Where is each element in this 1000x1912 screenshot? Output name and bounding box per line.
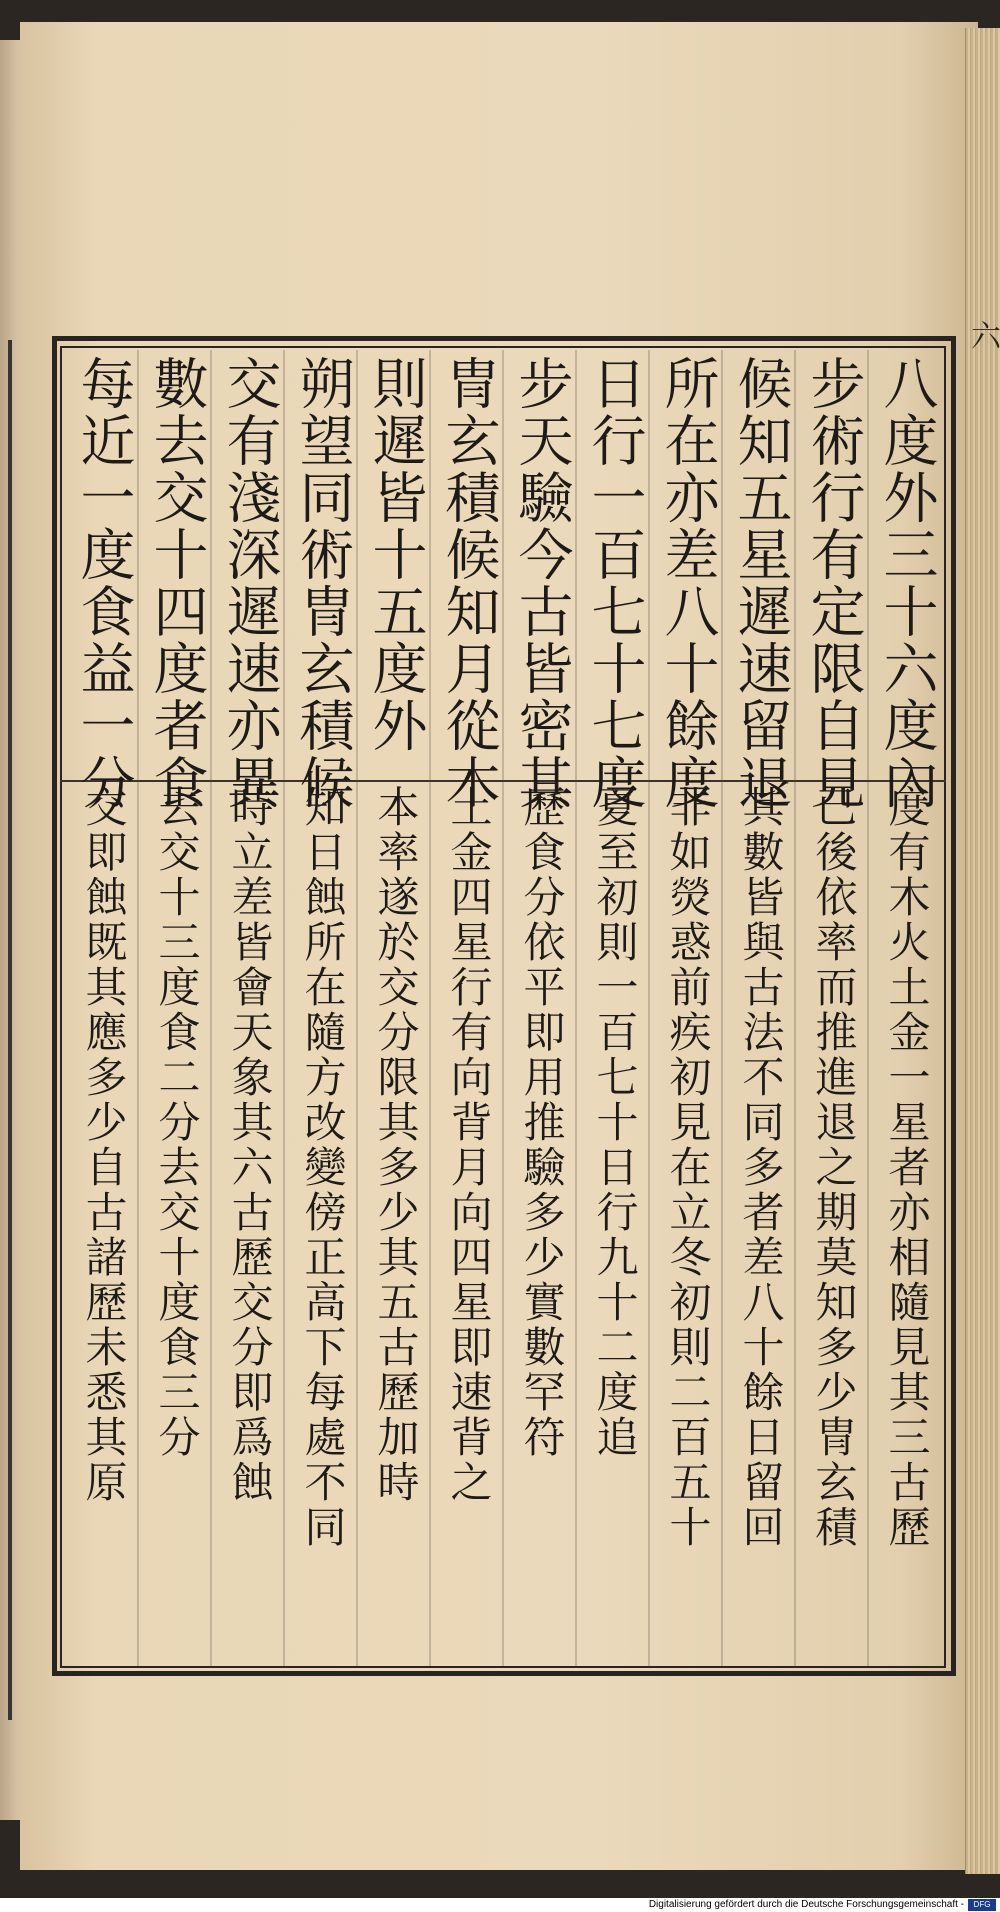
column-rule xyxy=(794,350,796,1666)
upper-column-5: 日行一百七十七度 xyxy=(582,355,647,811)
lower-column-4: 非如熒惑前疾初見在立冬初則二百五十 xyxy=(663,785,713,1550)
upper-column-6: 步天驗今古皆密其 xyxy=(509,355,574,811)
column-rule xyxy=(575,350,577,1666)
upper-column-1: 八度外三十六度內 xyxy=(874,355,939,811)
page-edge xyxy=(965,28,1000,1874)
column-rule xyxy=(356,350,358,1666)
column-rule xyxy=(283,350,285,1666)
lower-column-6: 歷食分依平即用推驗多少實數罕符 xyxy=(517,785,567,1460)
upper-column-12: 每近一度食益一分 xyxy=(71,355,136,811)
upper-column-9: 朔望同術冑玄積候 xyxy=(290,355,355,811)
lower-column-9: 知日蝕所在隨方改變傍正高下每處不同 xyxy=(298,785,348,1550)
lower-column-2: 已後依率而推進退之期莫知多少冑玄積 xyxy=(809,785,859,1550)
margin-mark: 六 xyxy=(965,320,1000,350)
upper-column-4: 所在亦差八十餘度 xyxy=(655,355,720,811)
footer xyxy=(0,1898,1000,1912)
column-rule xyxy=(137,350,139,1666)
column-rule xyxy=(429,350,431,1666)
upper-column-10: 交有淺深遲速亦異 xyxy=(217,355,282,811)
lower-column-5: 夏至初則一百七十日行九十二度追 xyxy=(590,785,640,1460)
upper-column-11: 數去交十四度者食 xyxy=(144,355,209,811)
dfg-logo-icon: DFG xyxy=(968,1899,996,1911)
upper-column-7: 冑玄積候知月從木 xyxy=(436,355,501,811)
upper-column-2: 步術行有定限自見 xyxy=(801,355,866,811)
lower-column-12: 交即蝕既其應多少自古諸歷未悉其原 xyxy=(79,785,129,1505)
lower-column-11: 去交十三度食二分去交十度食三分 xyxy=(152,785,202,1460)
left-page-rule xyxy=(8,340,12,1720)
column-rule xyxy=(648,350,650,1666)
column-rule xyxy=(502,350,504,1666)
column-rule xyxy=(721,350,723,1666)
column-rule xyxy=(210,350,212,1666)
lower-column-1: 度有木火土金一星者亦相隨見其三古歷 xyxy=(882,785,932,1550)
footer-text: Digitalisierung gefördert durch die Deutsche Forschungsgemeinschaft - xyxy=(648,1899,964,1910)
column-rule xyxy=(867,350,869,1666)
lower-column-7: 土金四星行有向背月向四星即速背之 xyxy=(444,785,494,1505)
upper-column-8: 則遲皆十五度外 xyxy=(363,355,428,754)
lower-column-10: 時立差皆會天象其六古歷交分即爲蝕 xyxy=(225,785,275,1505)
lower-column-8: 本率遂於交分限其多少其五古歷加時 xyxy=(371,785,421,1505)
lower-column-3: 其數皆與古法不同多者差八十餘日留回 xyxy=(736,785,786,1550)
upper-column-3: 候知五星遲速留退 xyxy=(728,355,793,811)
